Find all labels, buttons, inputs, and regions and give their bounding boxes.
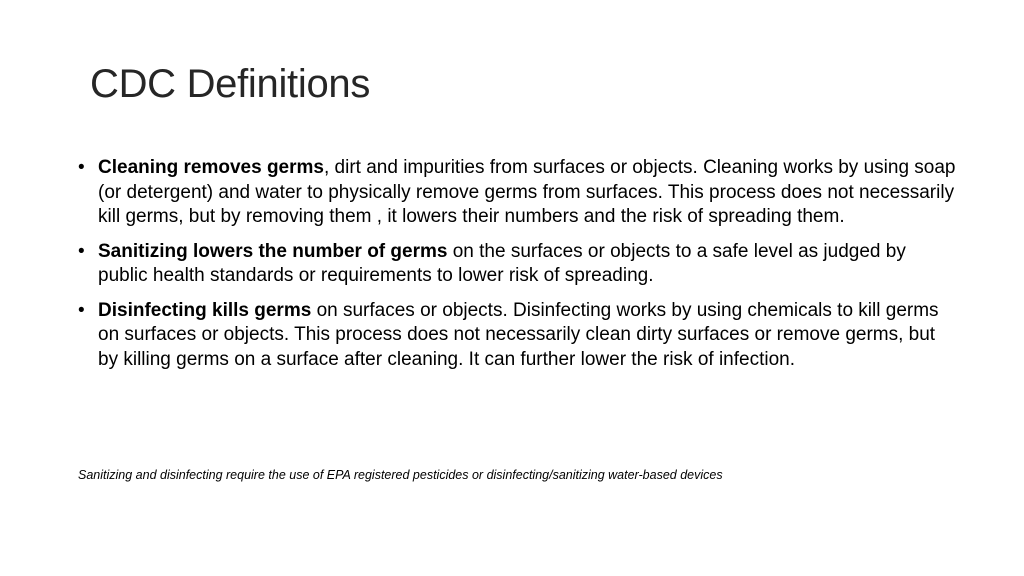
bullet-sanitizing (78, 240, 958, 289)
bullet-cleaning-heading: Cleaning removes germs (98, 157, 324, 178)
bullet-dot-icon: • (78, 157, 85, 178)
bullet-dot-icon: • (78, 240, 85, 262)
bullet-disinfecting-heading: Disinfecting kills germs (98, 299, 312, 321)
bullet-disinfecting-text: on surfaces or objects. Disinfecting works by using chemicals to kill germs on surfaces or objects. This process does not necessarily clean dirty surfaces or remove germs, but by killing germs on a surface after cleaning. It can further lower the risk of infection. (98, 299, 939, 370)
slide-title: CDC Definitions (90, 62, 371, 106)
bullet-dot-icon: • (78, 299, 85, 321)
slide-body (78, 156, 958, 382)
footnote: Sanitizing and disinfecting require the use of EPA registered pesticides or disinfecting/sanitizing water-based devices (78, 468, 723, 482)
bullet-cleaning (78, 156, 958, 230)
bullet-cleaning-text: , dirt and impurities from surfaces or objects. Cleaning works by using soap (or detergent) and water to physically remove germs from surfaces. This process does not necessarily kill germs, but by removing them , it lowers their numbers and the risk of spreading them. (98, 157, 956, 227)
bullet-sanitizing-heading: Sanitizing lowers the number of germs (98, 240, 448, 262)
bullet-list (78, 156, 958, 372)
bullet-sanitizing-text: on the surfaces or objects to a safe level as judged by public health standards or requirements to lower risk of spreading. (98, 240, 906, 286)
bullet-disinfecting (78, 299, 958, 373)
